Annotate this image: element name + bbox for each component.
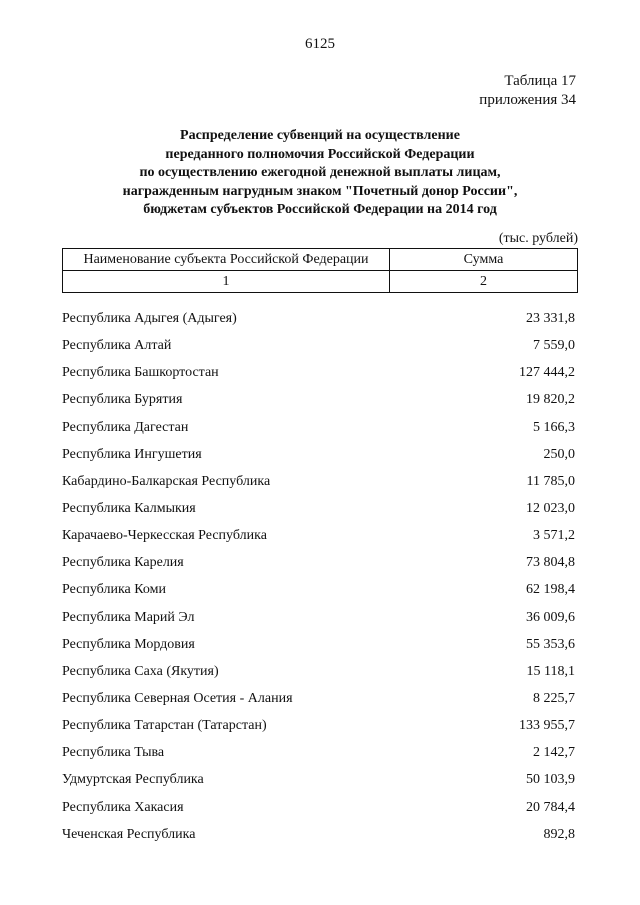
region-name: Республика Адыгея (Адыгея) xyxy=(62,311,237,326)
table-reference-line-1: Таблица 17 xyxy=(504,73,576,89)
region-amount: 12 023,0 xyxy=(526,500,575,516)
region-name: Республика Татарстан (Татарстан) xyxy=(62,718,267,734)
column-header-name: Наименование субъекта Российской Федерации xyxy=(63,249,390,271)
region-name: Республика Коми xyxy=(62,582,166,598)
column-header-sum: Сумма xyxy=(390,249,578,271)
table-row xyxy=(62,766,578,793)
region-name: Республика Саха (Якутия) xyxy=(62,663,219,679)
table-row xyxy=(62,305,578,332)
table-body xyxy=(62,305,578,848)
region-name: Республика Хакасия xyxy=(62,799,184,815)
region-name: Республика Калмыкия xyxy=(62,500,196,516)
table-row xyxy=(62,794,578,821)
table-row xyxy=(62,386,578,413)
title-line: награжденным нагрудным знаком "Почетный донор России", xyxy=(122,183,518,199)
page-number: 6125 xyxy=(305,36,335,52)
region-amount: 2 142,7 xyxy=(533,745,575,761)
title-line: Распределение субвенций на осуществление xyxy=(180,128,460,143)
table-row xyxy=(62,576,578,603)
region-name: Карачаево-Черкесская Республика xyxy=(62,528,267,544)
table-row xyxy=(62,685,578,712)
region-amount: 20 784,4 xyxy=(526,799,575,815)
region-amount: 15 118,1 xyxy=(526,663,575,679)
column-number-1: 1 xyxy=(63,271,390,293)
region-amount: 127 444,2 xyxy=(519,365,575,381)
table-row xyxy=(62,332,578,359)
region-name: Кабардино-Балкарская Республика xyxy=(62,473,271,489)
region-name: Республика Ингушетия xyxy=(62,446,202,462)
region-name: Республика Башкортостан xyxy=(62,365,219,381)
table-row xyxy=(62,549,578,576)
region-amount: 250,0 xyxy=(543,446,575,462)
region-amount: 7 559,0 xyxy=(533,338,575,354)
region-name: Республика Северная Осетия - Алания xyxy=(62,690,293,706)
region-amount: 55 353,6 xyxy=(526,636,575,652)
region-amount: 23 331,8 xyxy=(526,311,575,326)
region-name: Удмуртская Республика xyxy=(62,772,204,788)
table-row xyxy=(62,712,578,739)
table-row xyxy=(62,658,578,685)
region-name: Республика Мордовия xyxy=(62,636,195,652)
table-row xyxy=(62,414,578,441)
region-amount: 8 225,7 xyxy=(533,690,575,706)
title-line: бюджетам субъектов Российской Федерации на 2014 год xyxy=(143,202,497,217)
table-row xyxy=(62,821,578,848)
units-label: (тыс. рублей) xyxy=(498,231,578,246)
region-name: Республика Марий Эл xyxy=(62,609,195,625)
table-row xyxy=(62,604,578,631)
region-amount: 5 166,3 xyxy=(533,419,575,435)
table-reference-line-2: приложения 34 xyxy=(479,92,576,108)
document-title xyxy=(90,127,550,220)
region-name: Республика Алтай xyxy=(62,338,172,354)
table-row xyxy=(62,631,578,658)
table-row xyxy=(62,495,578,522)
table-reference xyxy=(479,72,576,110)
table-row xyxy=(62,441,578,468)
region-amount: 892,8 xyxy=(543,826,575,842)
region-name: Республика Тыва xyxy=(62,745,165,761)
region-amount: 62 198,4 xyxy=(526,582,575,598)
region-amount: 19 820,2 xyxy=(526,392,575,408)
region-name: Республика Карелия xyxy=(62,555,184,571)
table-row xyxy=(62,468,578,495)
region-amount: 3 571,2 xyxy=(533,528,575,544)
region-name: Республика Дагестан xyxy=(62,419,189,435)
region-name: Республика Бурятия xyxy=(62,392,183,408)
table-row xyxy=(62,739,578,766)
region-amount: 36 009,6 xyxy=(526,609,575,625)
region-amount: 11 785,0 xyxy=(526,473,575,489)
region-amount: 73 804,8 xyxy=(526,555,575,571)
region-amount: 50 103,9 xyxy=(526,772,575,788)
table-header xyxy=(62,248,578,293)
table-row xyxy=(62,522,578,549)
column-number-2: 2 xyxy=(390,271,578,293)
title-line: по осуществлению ежегодной денежной выплаты лицам, xyxy=(139,165,501,180)
region-name: Чеченская Республика xyxy=(62,826,196,842)
title-line: переданного полномочия Российской Федерации xyxy=(165,146,475,162)
region-amount: 133 955,7 xyxy=(519,718,575,734)
table-row xyxy=(62,359,578,386)
